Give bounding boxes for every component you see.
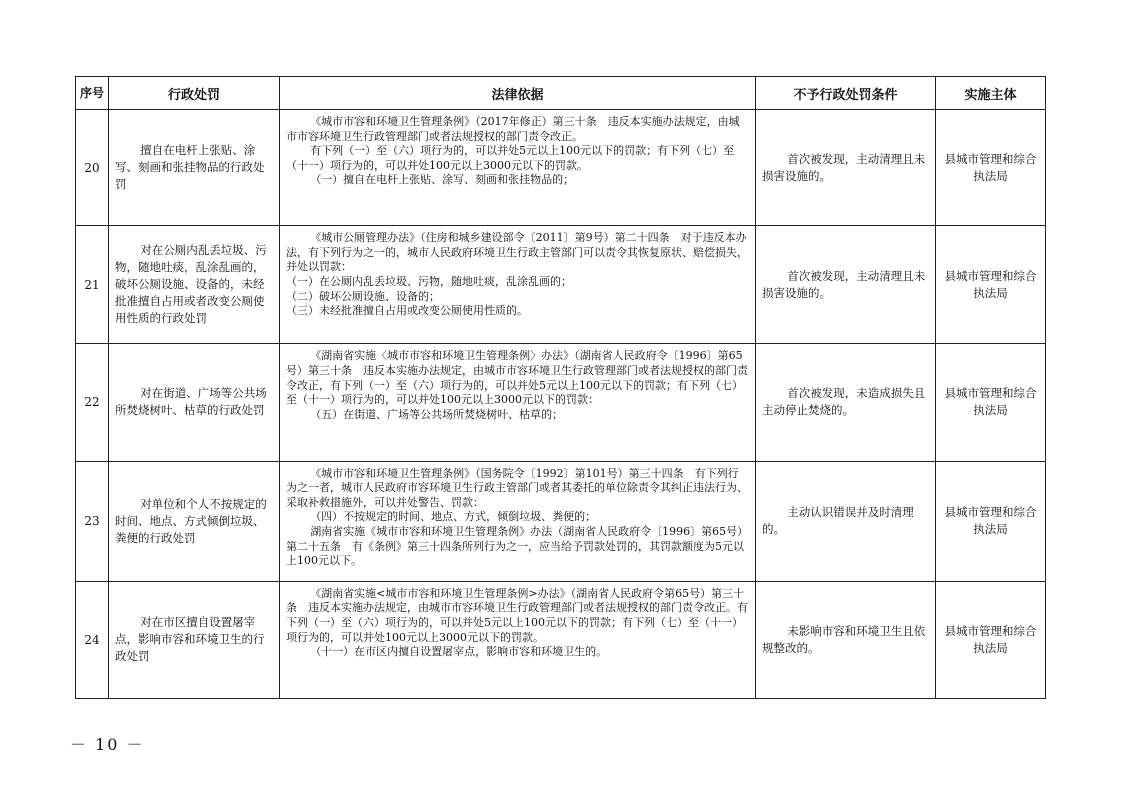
- header-penalty: 行政处罚: [109, 77, 280, 110]
- basis-paragraph: 《城市市容和环境卫生管理条例》（国务院令〔1992〕第101号）第三十四条 有下列行为之一者，城市人民政府市容环境卫生行政主管部门或者其委托的单位除责令其纠正违法行为、采取补救措施外，可以并处警告、罚款：: [286, 466, 748, 509]
- basis-paragraph: 《城市市容和环境卫生管理条例》（2017年修正）第三十条 违反本实施办法规定，由城市市容环境卫生行政管理部门或者法规授权的部门责令改正。: [286, 115, 740, 143]
- penalty-item: 对在街道、广场等公共场所焚烧树叶、枯草的行政处罚: [109, 344, 280, 461]
- basis-paragraph: （二）破坏公厕设施、设备的；: [286, 289, 440, 303]
- header-seq: 序号: [76, 77, 109, 110]
- basis-paragraph: 《城市公厕管理办法》（住房和城乡建设部令〔2011〕第9号）第二十四条 对于违反本办法，有下列行为之一的，城市人民政府环境卫生行政主管部门可以责令其恢复原状、赔偿损失，并处以罚款：: [286, 231, 748, 274]
- legal-basis: [280, 226, 756, 344]
- row-number: 20: [76, 110, 109, 226]
- table-row: [76, 461, 1046, 581]
- row-number: 21: [76, 226, 109, 344]
- implementing-subject: 县城市管理和综合执法局: [936, 461, 1046, 581]
- basis-paragraph: （一）擅自在电杆上张贴、涂写、刻画和张挂物品的；: [310, 173, 575, 187]
- table-header-row: [76, 77, 1046, 110]
- page-number: － 10 －: [70, 735, 145, 754]
- basis-paragraph: （一）在公厕内乱丢垃圾、污物，随地吐痰，乱涂乱画的；: [286, 274, 572, 288]
- legal-basis: [280, 581, 756, 698]
- row-number: 22: [76, 344, 109, 461]
- header-subject: 实施主体: [936, 77, 1046, 110]
- penalty-item: 擅自在电杆上张贴、涂写、刻画和张挂物品的行政处罚: [109, 110, 280, 226]
- implementing-subject: 县城市管理和综合执法局: [936, 581, 1046, 698]
- basis-paragraph: 有下列（一）至（六）项行为的，可以并处5元以上100元以下的罚款；有下列（七）至（十一）项行为的，可以并处100元以上3000元以下的罚款。: [286, 144, 735, 172]
- header-legal-basis: 法律依据: [280, 77, 756, 110]
- basis-paragraph: 湖南省实施《城市市容和环境卫生管理条例》办法（湖南省人民政府令〔1996〕第65号）第二十五条 有《条例》第三十四条所列行为之一，应当给予罚款处罚的，其罚款额度为5元以上100元以下。: [286, 524, 749, 568]
- table-row: [76, 110, 1046, 226]
- exempt-condition: 首次被发现，主动清理且未损害设施的。: [756, 110, 936, 226]
- implementing-subject: 县城市管理和综合执法局: [936, 226, 1046, 344]
- basis-paragraph: 《湖南省实施<城市市容和环境卫生管理条例>办法》（湖南省人民政府令第65号）第三十条 违反本实施办法规定，由城市市容环境卫生行政管理部门或者法规授权的部门责令改正。有下列（一）至（六）项行为的，可以并处5元以上100元以下的罚款；有下列（七）至（十一）项行为的，可以并处100元以上3000元以下的罚款。: [286, 586, 748, 644]
- table-row: [76, 344, 1046, 461]
- table-row: [76, 581, 1046, 698]
- exempt-condition: 主动认识错误并及时清理的。: [756, 461, 936, 581]
- header-exempt-condition: 不予行政处罚条件: [756, 77, 936, 110]
- penalty-table: [75, 76, 1046, 699]
- legal-basis: [280, 344, 756, 461]
- table-row: [76, 226, 1046, 344]
- basis-paragraph: （四）不按规定的时间、地点、方式，倾倒垃圾、粪便的；: [310, 510, 597, 524]
- exempt-condition: 首次被发现，未造成损失且主动停止焚烧的。: [756, 344, 936, 461]
- basis-paragraph: （十一）在市区内擅自设置屠宰点，影响市容和环境卫生的。: [310, 645, 608, 659]
- row-number: 24: [76, 581, 109, 698]
- exempt-condition: 未影响市容和环境卫生且依规整改的。: [756, 581, 936, 698]
- penalty-item: 对在市区擅自设置屠宰点，影响市容和环境卫生的行政处罚: [109, 581, 280, 698]
- exempt-condition: 首次被发现，主动清理且未损害设施的。: [756, 226, 936, 344]
- penalty-item: 对在公厕内乱丢垃圾、污物，随地吐痰，乱涂乱画的，破坏公厕设施、设备的，未经批准擅自占用或者改变公厕使用性质的行政处罚: [109, 226, 280, 344]
- implementing-subject: 县城市管理和综合执法局: [936, 344, 1046, 461]
- legal-basis: [280, 110, 756, 226]
- penalty-item: 对单位和个人不按规定的时间、地点、方式倾倒垃圾、粪便的行政处罚: [109, 461, 280, 581]
- basis-paragraph: （三）未经批准擅自占用或改变公厕使用性质的。: [286, 304, 528, 318]
- basis-paragraph: （五）在街道、广场等公共场所焚烧树叶、枯草的；: [310, 407, 564, 421]
- legal-basis: [280, 461, 756, 581]
- implementing-subject: 县城市管理和综合执法局: [936, 110, 1046, 226]
- row-number: 23: [76, 461, 109, 581]
- basis-paragraph: 《湖南省实施〈城市市容和环境卫生管理条例〉办法》（湖南省人民政府令〔1996〕第65号）第三十条 违反本实施办法规定，由城市市容环境卫生行政管理部门或者法规授权的部门责令改正，有下列（一）至（六）项行为的，可以并处5元以上100元以下的罚款；有下列（七）至（十一）项行为的，可以并处100元以上3000元以下的罚款：: [286, 349, 748, 407]
